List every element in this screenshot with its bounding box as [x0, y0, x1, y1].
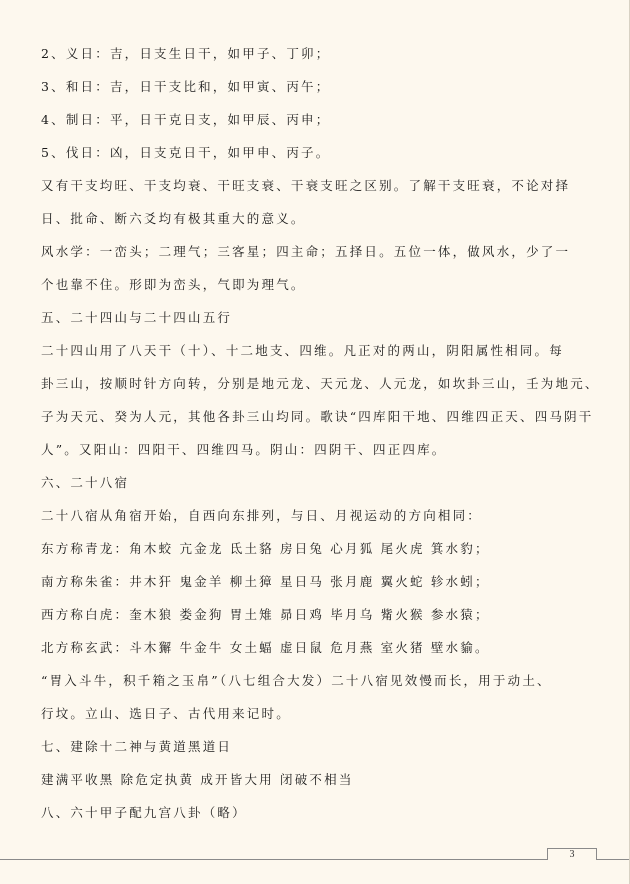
text-line: 风水学：一峦头；二理气；三客星；四主命；五择日。五位一体，做风水，少了一 [41, 244, 571, 259]
text-line: 八、六十甲子配九宫八卦（略） [41, 805, 247, 820]
text-line: 东方称青龙：角木蛟 亢金龙 氐土貉 房日兔 心月狐 尾火虎 箕水豹； [41, 541, 490, 556]
text-line: 人”。又阳山：四阳干、四维四马。阴山：四阴干、四正四库。 [41, 442, 447, 457]
text-line: 北方称玄武：斗木獬 牛金牛 女土蝠 虚日鼠 危月燕 室火猪 壁水貐。 [41, 640, 490, 655]
text-line: 六、二十八宿 [41, 475, 130, 490]
text-line: 又有干支均旺、干支均衰、干旺支衰、干衰支旺之区别。了解干支旺衰，不论对择 [41, 178, 571, 193]
text-line: 七、建除十二神与黄道黑道日 [41, 739, 233, 754]
text-line: 4、制日：平，日干克日支，如甲辰、丙申； [41, 112, 331, 127]
text-line: “胃入斗牛，积千箱之玉帛”（八七组合大发）二十八宿见效慢而长，用于动土、 [41, 673, 552, 688]
text-line: 南方称朱雀：井木犴 鬼金羊 柳土獐 星日马 张月鹿 翼火蛇 轸水蚓； [41, 574, 490, 589]
text-line: 西方称白虎：奎木狼 娄金狗 胃土雉 昴日鸡 毕月乌 觜火猴 参水猿； [41, 607, 490, 622]
text-line: 3、和日：吉，日干支比和，如甲寅、丙午； [41, 79, 331, 94]
text-line: 子为天元、癸为人元，其他各卦三山均同。歌诀“四库阳干地、四维四正天、四马阴干 [41, 409, 594, 424]
text-line: 日、批命、断六爻均有极其重大的意义。 [41, 211, 306, 226]
page-number: 3 [547, 848, 597, 860]
text-line: 个也靠不住。形即为峦头，气即为理气。 [41, 277, 306, 292]
text-line: 2、义日：吉，日支生日干，如甲子、丁卯； [41, 46, 331, 61]
text-line: 五、二十四山与二十四山五行 [41, 310, 233, 325]
text-line: 二十八宿从角宿开始，自西向东排列，与日、月视运动的方向相同： [41, 508, 483, 523]
text-line: 行坟。立山、选日子、古代用来记时。 [41, 706, 291, 721]
text-line: 二十四山用了八天干（十）、十二地支、四维。凡正对的两山，阴阳属性相同。每 [41, 343, 564, 358]
text-line: 建满平收黑 除危定执黄 成开皆大用 闭破不相当 [41, 772, 354, 787]
footer-rule [0, 859, 629, 860]
text-line: 卦三山，按顺时针方向转，分别是地元龙、天元龙、人元龙，如坎卦三山，壬为地元、 [41, 376, 600, 391]
text-line: 5、伐日：凶，日支克日干，如甲申、丙子。 [41, 145, 331, 160]
